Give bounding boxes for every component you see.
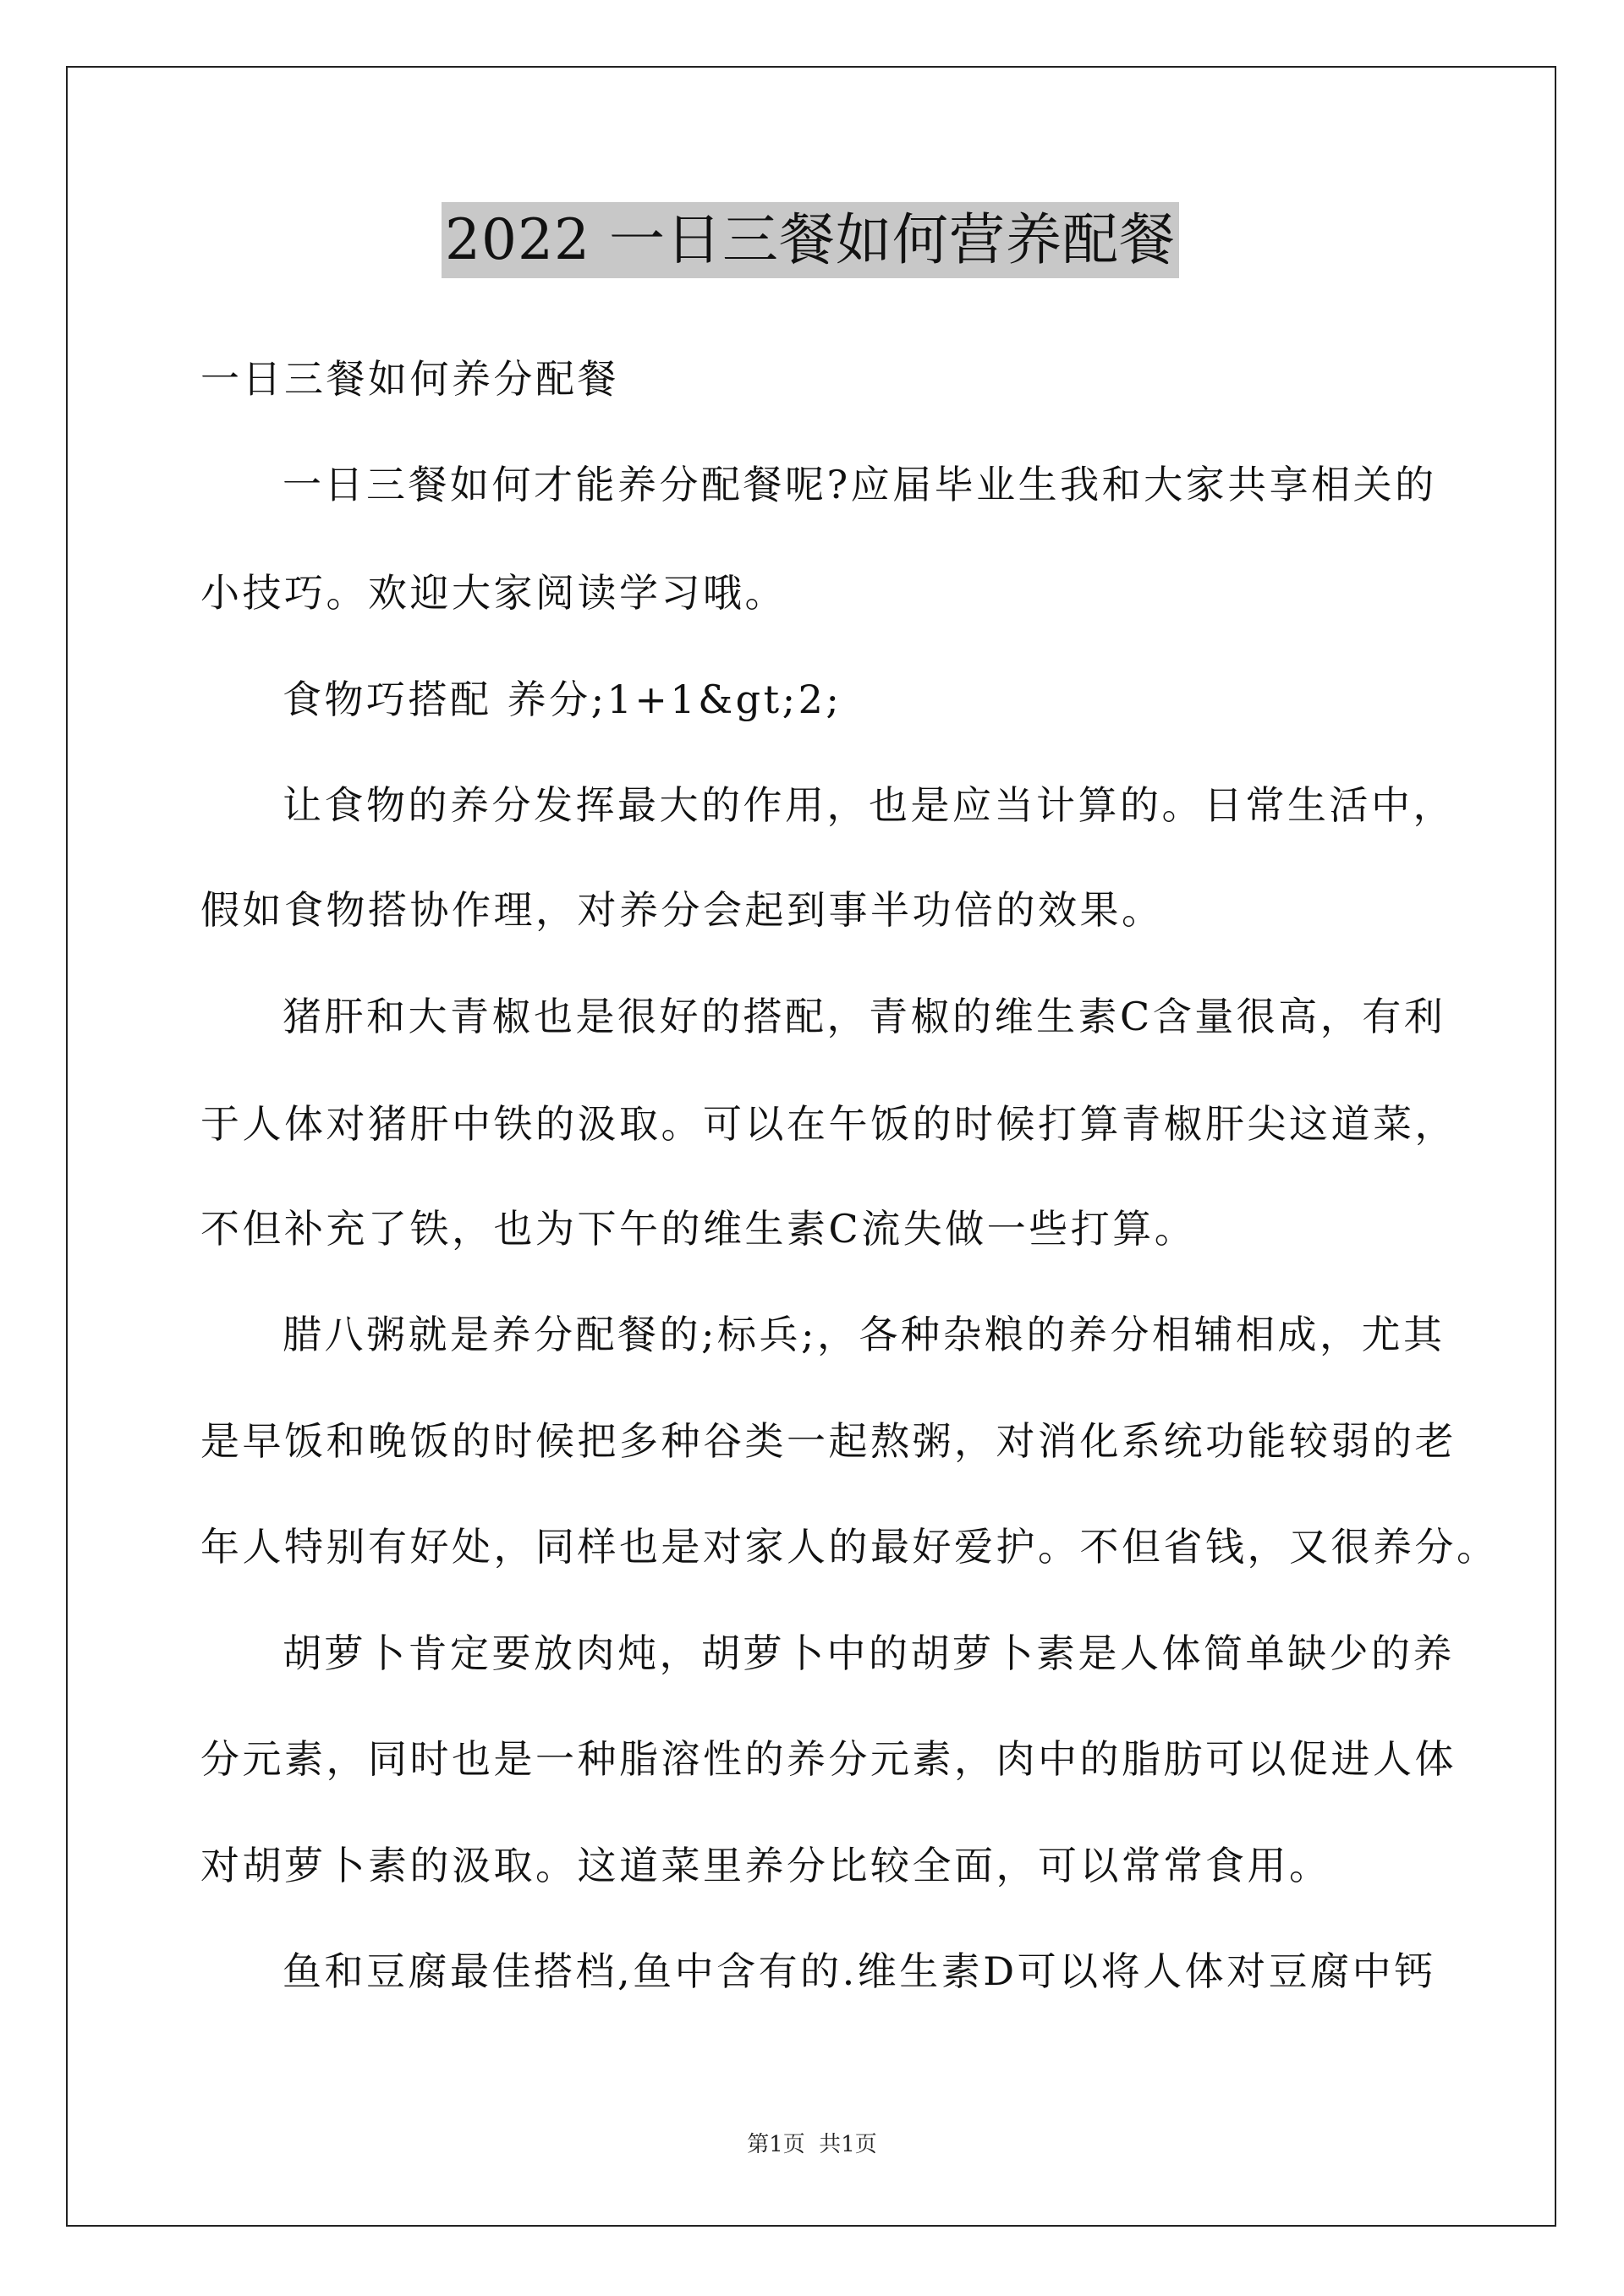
page-number: 第1页 [747, 2132, 805, 2157]
paragraph-line: 假如食物搭协作理，对养分会起到事半功倍的效果。 [200, 887, 1164, 933]
paragraph-line: 鱼和豆腐最佳搭档,鱼中含有的.维生素D可以将人体对豆腐中钙 [283, 1948, 1436, 1994]
document-title: 2022 一日三餐如何营养配餐 [442, 202, 1179, 278]
paragraph-line: 一日三餐如何才能养分配餐呢?应届毕业生我和大家共享相关的 [283, 462, 1437, 507]
paragraph-line: 让食物的养分发挥最大的作用，也是应当计算的。日常生活中， [283, 782, 1455, 828]
paragraph-line: 年人特别有好处，同样也是对家人的最好爱护。不但省钱，又很养分。 [200, 1524, 1499, 1570]
paragraph-line: 对胡萝卜素的汲取。这道菜里养分比较全面，可以常常食用。 [200, 1843, 1331, 1888]
paragraph-line: 分元素，同时也是一种脂溶性的养分元素，肉中的脂肪可以促进人体 [200, 1736, 1457, 1782]
paragraph-line: 小技巧。欢迎大家阅读学习哦。 [200, 570, 787, 616]
paragraph-line: 腊八粥就是养分配餐的;标兵;，各种杂粮的养分相辅相成，尤其 [283, 1312, 1446, 1357]
page-footer [0, 2127, 1624, 2158]
document-subtitle: 一日三餐如何养分配餐 [200, 356, 619, 402]
paragraph-line: 是早饭和晚饭的时候把多种谷类一起熬粥，对消化系统功能较弱的老 [200, 1418, 1457, 1464]
paragraph-line: 猪肝和大青椒也是很好的搭配，青椒的维生素C含量很高，有利 [283, 994, 1446, 1039]
page-total: 共1页 [819, 2132, 877, 2157]
paragraph-line: 不但补充了铁，也为下午的维生素C流失做一些打算。 [200, 1206, 1197, 1252]
paragraph-line: 胡萝卜肯定要放肉炖，胡萝卜中的胡萝卜素是人体简单缺少的养 [283, 1630, 1455, 1676]
paragraph-line: 于人体对猪肝中铁的汲取。可以在午饭的时候打算青椒肝尖这道菜， [200, 1101, 1457, 1147]
paragraph-line: 食物巧搭配 养分;1+1&gt;2; [283, 677, 842, 722]
